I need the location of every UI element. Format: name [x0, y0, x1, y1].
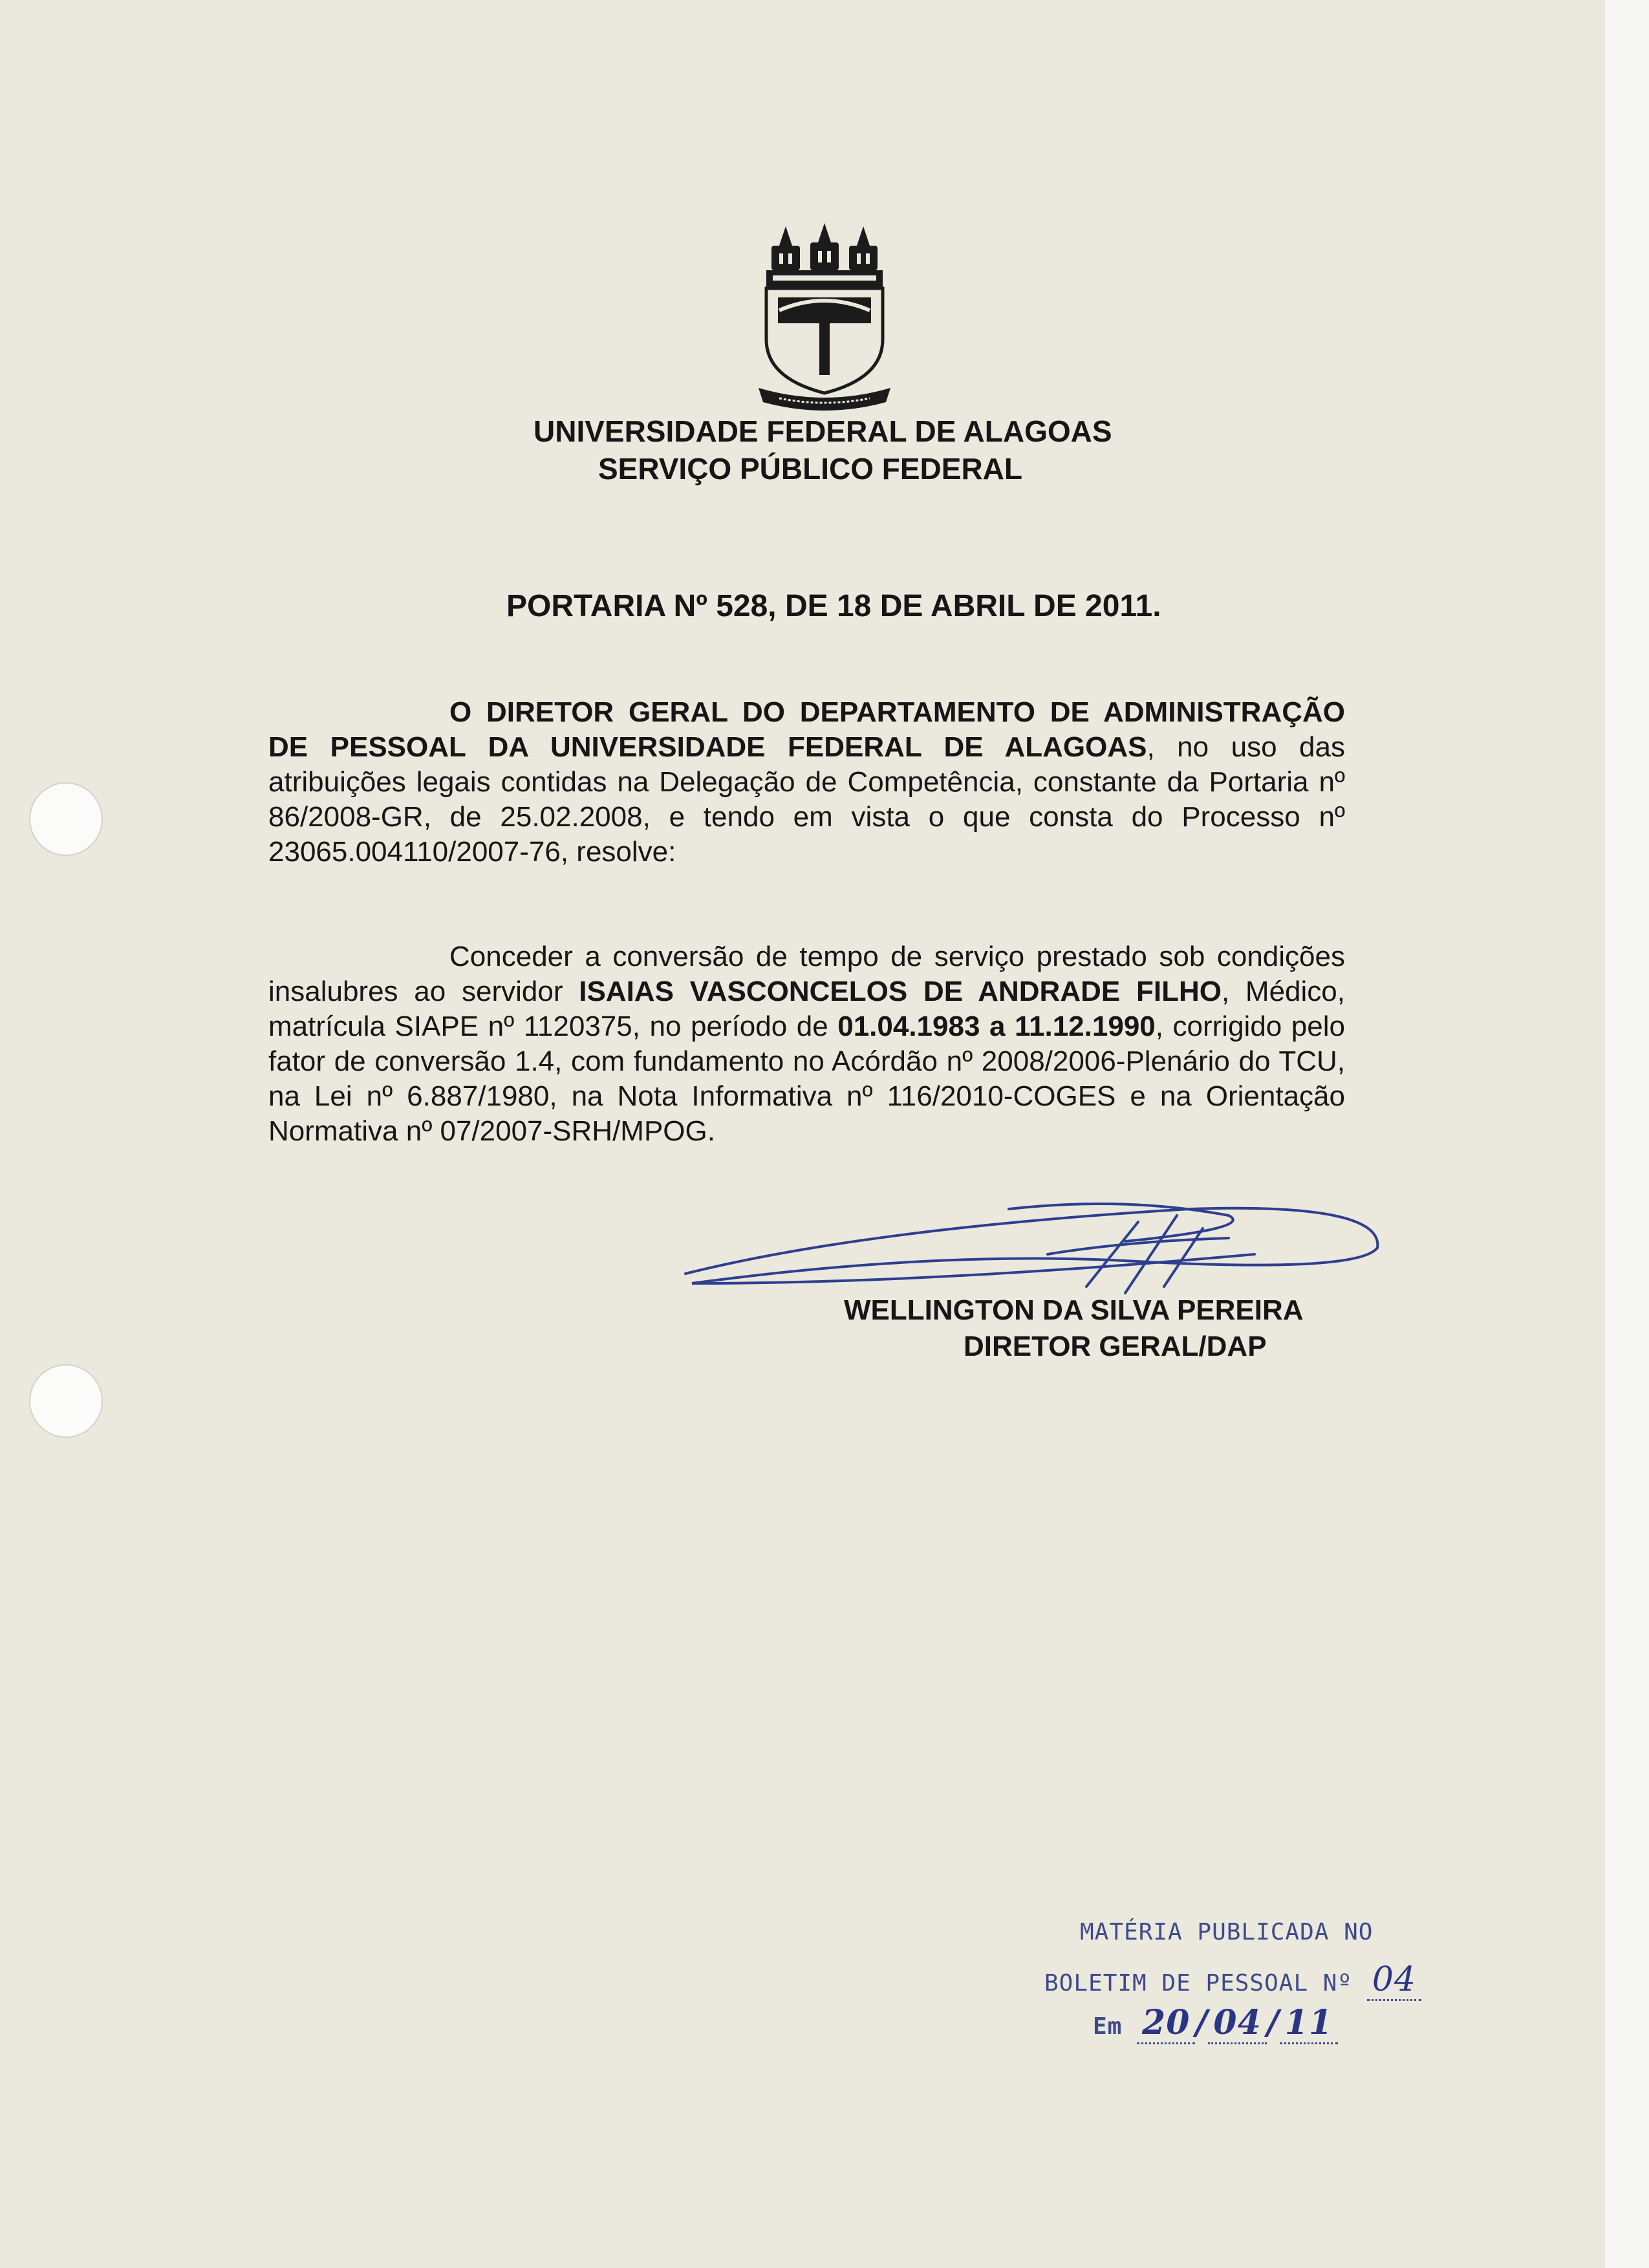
service-name: SERVIÇO PÚBLICO FEDERAL [598, 452, 1022, 486]
servant-name: ISAIAS VASCONCELOS DE ANDRADE FILHO [579, 976, 1222, 1007]
signatory-role: DIRETOR GERAL/DAP [964, 1331, 1267, 1362]
date-year: 11 [1280, 2003, 1338, 2044]
decision-text-3: , corrigido pelo fator de conversão 1.4, com fundamento no Acórdão nº 2008/2006-Plenário do TCU, na Lei nº 6.887/1980, na Nota Informativa nº 116/2010-COGES e na Orientação Normativa nº 07/2007-SRH/MPOG. [268, 1011, 1345, 1147]
institution-name: UNIVERSIDADE FEDERAL DE ALAGOAS [534, 414, 1112, 448]
publication-stamp-line2 [1044, 1960, 1421, 1999]
bulletin-label: BOLETIM DE PESSOAL Nº [1044, 1970, 1353, 1996]
preamble-text: , no uso das atribuições legais contidas na Delegação de Competência, constante da Portaria nº 86/2008-GR, de 25.02.2008, e tendo em vista o que consta do Processo nº 23065.004110/2007-76, resolve: [268, 731, 1345, 868]
decision-text-2: , Médico, matrícula SIAPE nº 1120375, no período de [268, 976, 1345, 1042]
date-day: 20 [1137, 2003, 1195, 2044]
preamble-authority: O DIRETOR GERAL DO DEPARTAMENTO DE ADMINISTRAÇÃO DE PESSOAL DA UNIVERSIDADE FEDERAL DE ALAGOAS [268, 696, 1345, 763]
bulletin-number: 04 [1367, 1960, 1421, 2001]
scan-edge [1605, 0, 1649, 2268]
service-period: 01.04.1983 a 11.12.1990 [837, 1011, 1156, 1042]
publication-stamp-date: Em 20 / 04 / 11 [1093, 2003, 1338, 2042]
preamble-paragraph [268, 695, 1345, 870]
portaria-title: PORTARIA Nº 528, DE 18 DE ABRIL DE 2011. [506, 589, 1161, 623]
publication-stamp-line1: MATÉRIA PUBLICADA NO [1080, 1919, 1374, 1945]
date-month: 04 [1208, 2003, 1266, 2044]
date-label: Em [1093, 2013, 1123, 2040]
punch-hole [29, 1364, 103, 1438]
signatory-name: WELLINGTON DA SILVA PEREIRA [844, 1294, 1304, 1326]
punch-hole [29, 782, 103, 856]
decision-paragraph [268, 939, 1345, 1149]
decision-text-1: Conceder a conversão de tempo de serviço prestado sob condições insalubres ao servidor [268, 941, 1345, 1007]
university-crest-logo [753, 213, 896, 414]
